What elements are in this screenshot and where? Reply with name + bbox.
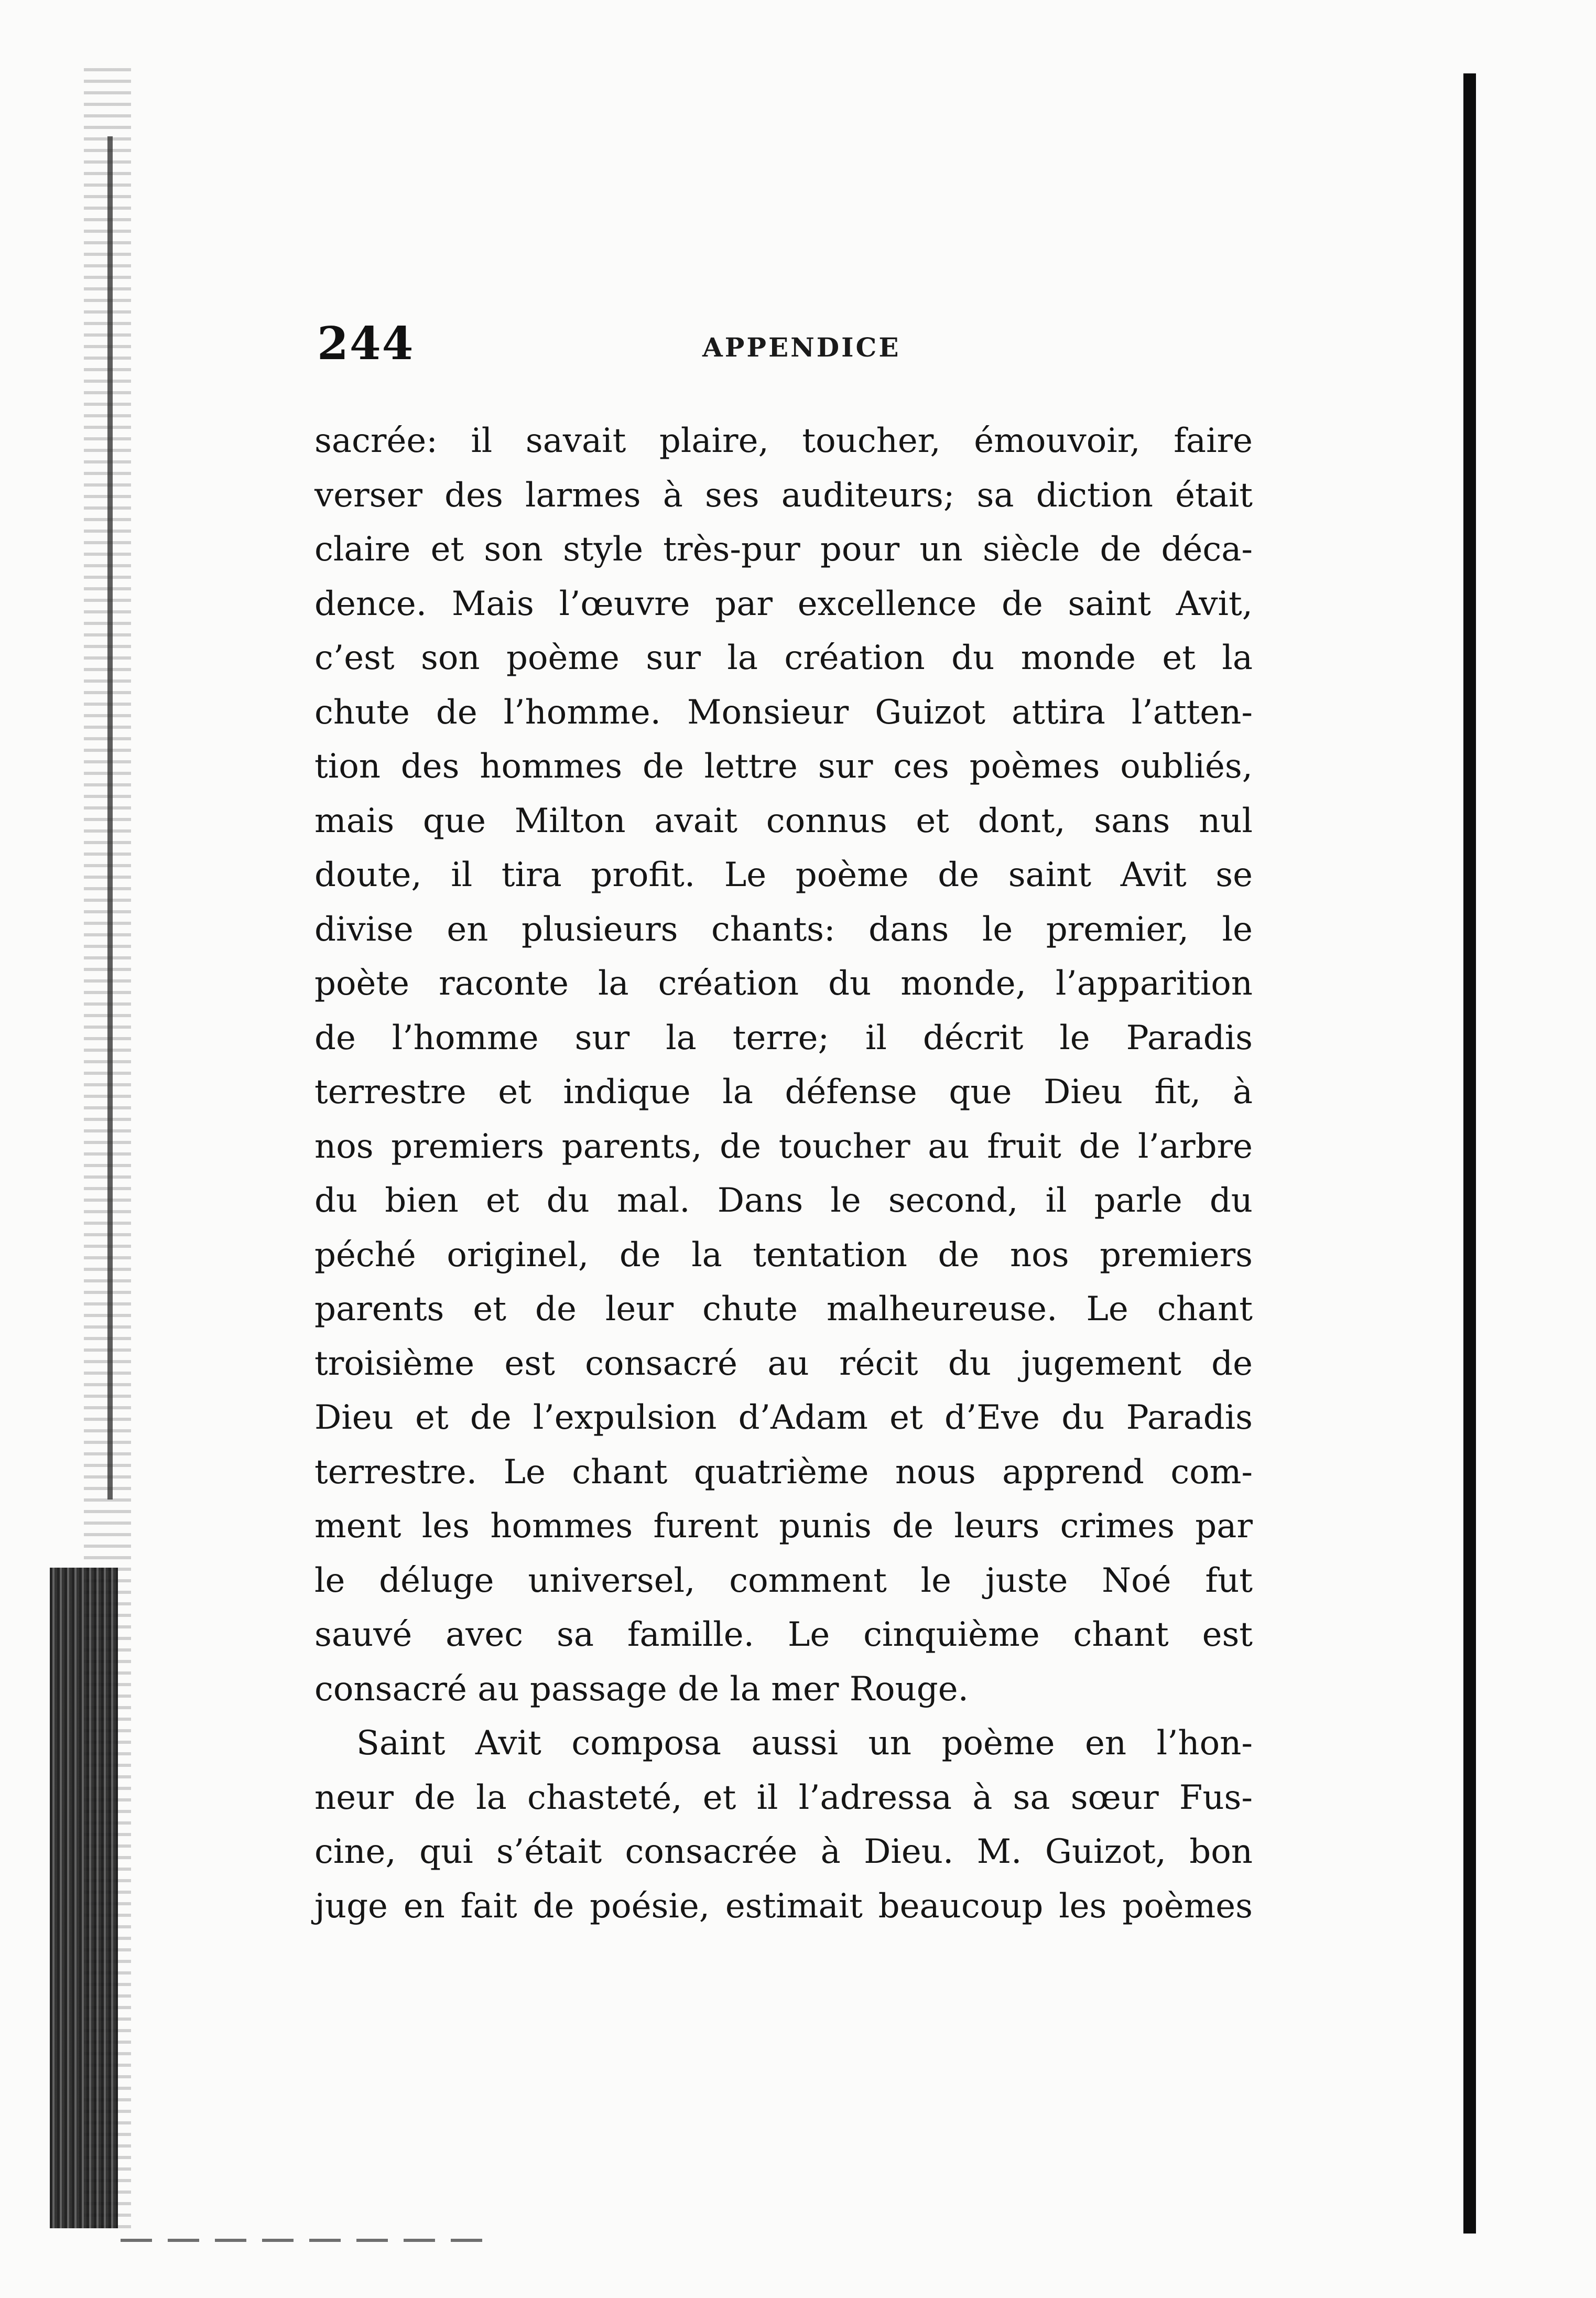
text-line: juge en fait de poésie, estimait beaucoup les poèmes (314, 1886, 1253, 1926)
body-text (314, 414, 1253, 1934)
text-line: claire et son style très-pur pour un siècle de déca- (314, 530, 1253, 569)
text-line: consacré au passage de la mer Rouge. (314, 1669, 969, 1709)
text-line: nos premiers parents, de toucher au fruit de l’arbre (314, 1127, 1253, 1166)
paragraph-1 (314, 414, 1253, 1717)
text-line: troisième est consacré au récit du jugement de (314, 1344, 1253, 1383)
paragraph-2 (314, 1717, 1253, 1934)
text-line: verser des larmes à ses auditeurs; sa diction était (314, 476, 1253, 515)
binding-edge-block (50, 1568, 118, 2228)
page-number: 244 (317, 317, 415, 370)
text-line: ment les hommes furent punis de leurs crimes par (314, 1507, 1253, 1546)
text-line: c’est son poème sur la création du monde et la (314, 639, 1253, 677)
text-line: le déluge universel, comment le juste Noé fut (314, 1561, 1253, 1600)
text-line: Dieu et de l’expulsion d’Adam et d’Eve du Paradis (314, 1398, 1253, 1437)
text-line: neur de la chasteté, et il l’adressa à sa sœur Fus- (314, 1778, 1253, 1817)
text-line: Saint Avit composa aussi un poème en l’hon- (356, 1724, 1253, 1763)
text-line: poète raconte la création du monde, l’apparition (314, 964, 1253, 1003)
text-line: doute, il tira profit. Le poème de saint Avit se (314, 856, 1253, 894)
text-line: terrestre et indique la défense que Dieu fit, à (314, 1073, 1253, 1112)
bottom-edge-rule (121, 2239, 498, 2242)
text-line: parents et de leur chute malheureuse. Le chant (314, 1290, 1253, 1329)
text-line: péché originel, de la tentation de nos premiers (314, 1235, 1253, 1275)
text-line: du bien et du mal. Dans le second, il parle du (314, 1181, 1253, 1220)
text-line: chute de l’homme. Monsieur Guizot attira l’atten- (314, 693, 1253, 732)
text-line: mais que Milton avait connus et dont, sans nul (314, 801, 1253, 840)
text-line: de l’homme sur la terre; il décrit le Paradis (314, 1018, 1253, 1058)
running-head: APPENDICE (702, 332, 901, 363)
binding-edge-line (107, 136, 113, 1499)
right-edge-bar (1463, 73, 1476, 2234)
text-line: tion des hommes de lettre sur ces poèmes oubliés, (314, 747, 1253, 786)
text-line: dence. Mais l’œuvre par excellence de saint Avit, (314, 584, 1253, 623)
text-line: divise en plusieurs chants: dans le premier, le (314, 910, 1253, 949)
text-line: sacrée: il savait plaire, toucher, émouvoir, faire (314, 422, 1253, 460)
text-line: terrestre. Le chant quatrième nous apprend com- (314, 1452, 1253, 1492)
text-line: cine, qui s’était consacrée à Dieu. M. Guizot, bon (314, 1832, 1253, 1871)
page-header (317, 317, 1261, 375)
text-line: sauvé avec sa famille. Le cinquième chant est (314, 1615, 1253, 1654)
